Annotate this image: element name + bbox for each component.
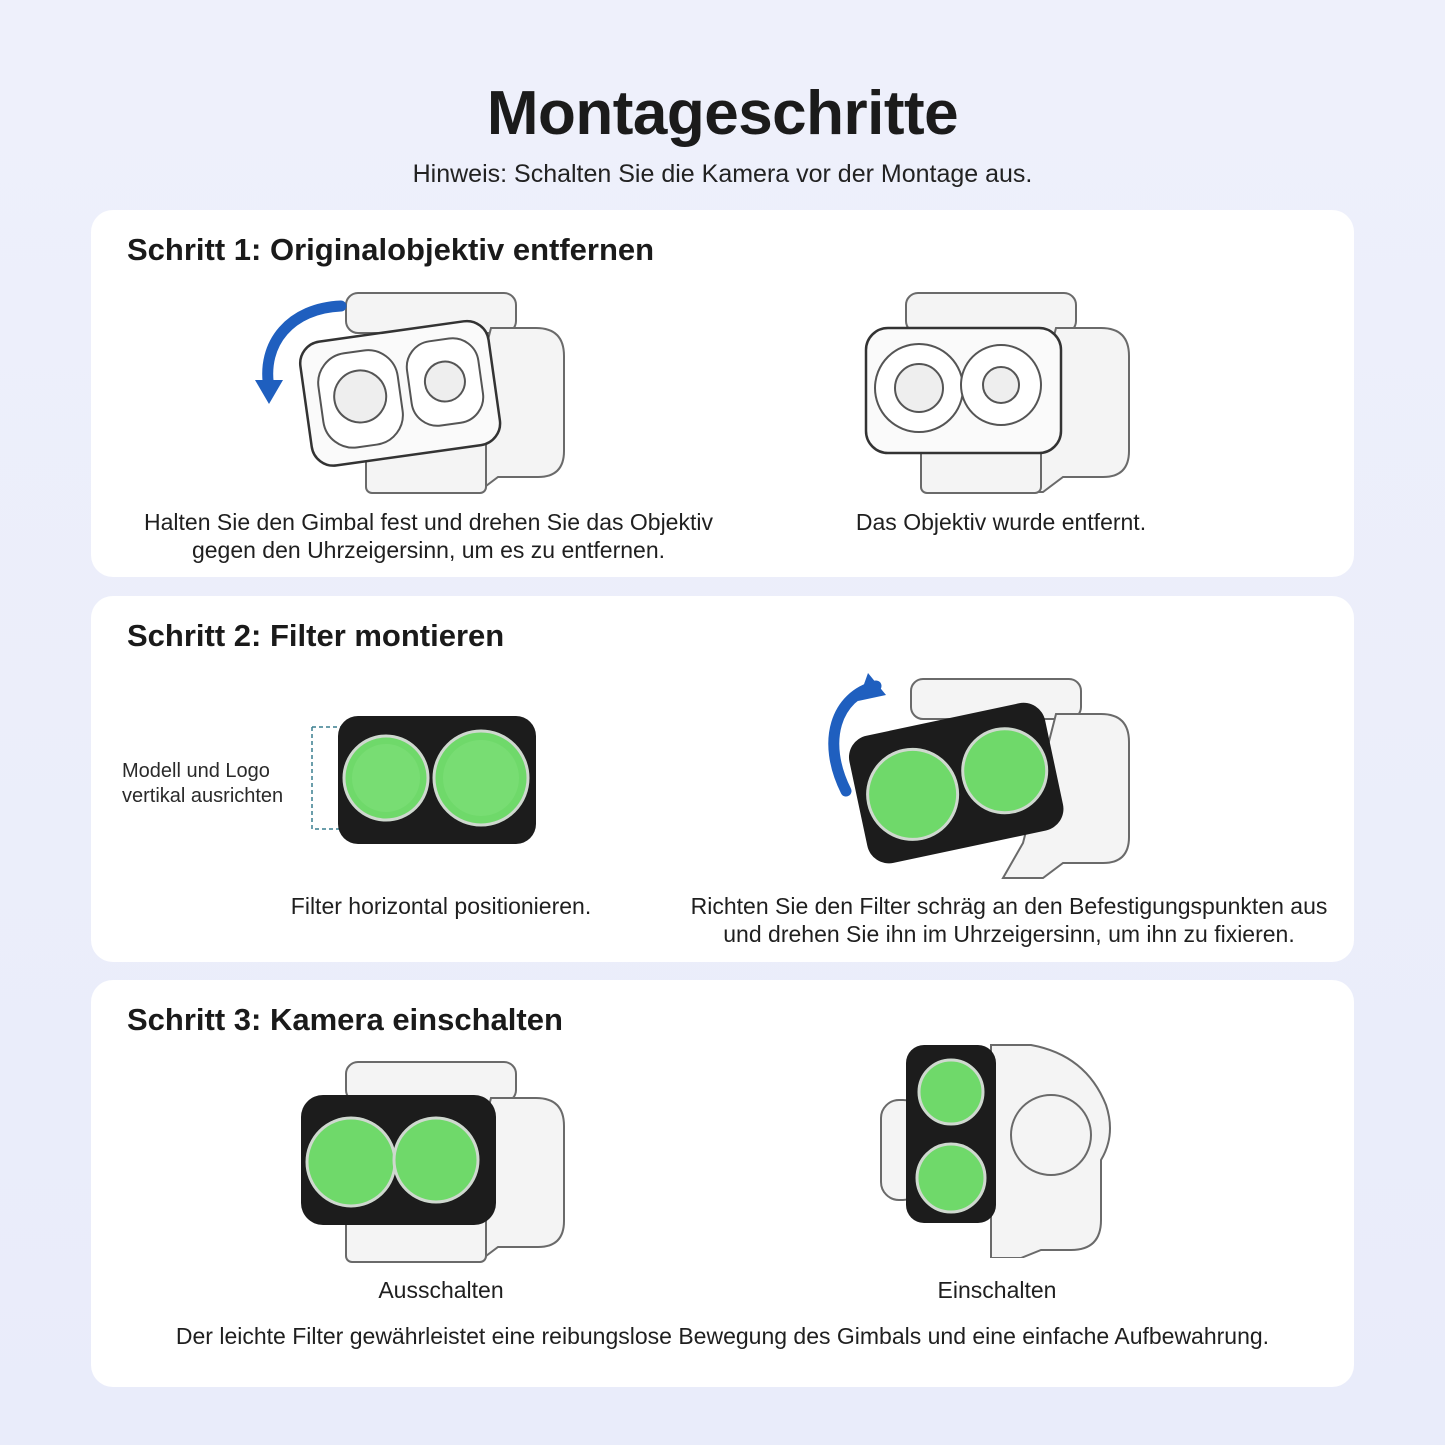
page-title: Montageschritte: [486, 79, 959, 148]
step-2-title: Schritt 2: Filter montieren: [127, 618, 505, 653]
camera-off-illustration: [296, 1060, 586, 1265]
camera-on-illustration: [876, 1040, 1121, 1258]
step-3-left-caption: Ausschalten: [378, 1277, 504, 1303]
step-3-footer-note: Der leichte Filter gewährleistet eine reibungslose Bewegung des Gimbals und eine einfache Aufbewahrung.: [175, 1323, 1270, 1349]
step-3-right-caption: Einschalten: [937, 1277, 1057, 1303]
step-1-left-caption: Halten Sie den Gimbal fest und drehen Sie das Objektiv gegen den Uhrzeigersinn, um es zu entfernen.: [144, 509, 713, 563]
step-2-card: [91, 596, 1354, 962]
filter-horizontal-illustration: [306, 711, 546, 851]
step-2-right-caption: Richten Sie den Filter schräg an den Befestigungspunkten aus und drehen Sie ihn im Uhrzeigersinn, um ihn zu fixieren.: [690, 893, 1328, 947]
filter-rotate-illustration: [816, 671, 1156, 886]
step-1-right-caption: Das Objektiv wurde entfernt.: [855, 509, 1147, 535]
step-2-left-caption: Filter horizontal positionieren.: [290, 893, 592, 919]
step-1-card: [91, 210, 1354, 577]
step-3-title: Schritt 3: Kamera einschalten: [127, 1002, 563, 1037]
step-1-title: Schritt 1: Originalobjektiv entfernen: [127, 232, 655, 267]
gimbal-lens-removed-illustration: [861, 288, 1151, 498]
step-3-card: [91, 980, 1354, 1387]
page-subtitle: Hinweis: Schalten Sie die Kamera vor der Montage aus.: [412, 160, 1033, 188]
gimbal-lens-removal-illustration: [251, 288, 591, 498]
alignment-note: Modell und Logo vertikal ausrichten: [122, 760, 284, 807]
